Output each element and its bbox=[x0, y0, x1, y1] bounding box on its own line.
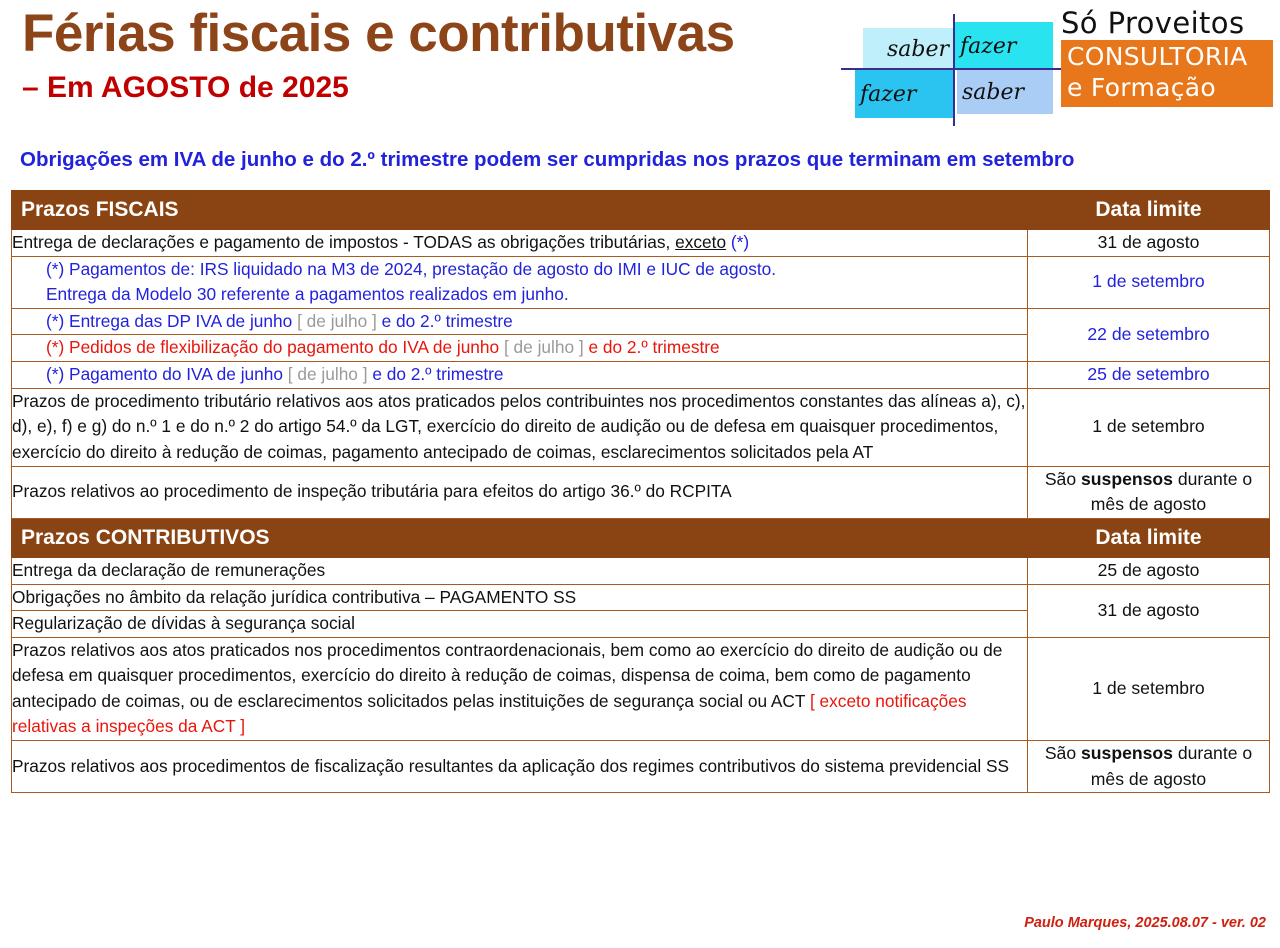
logo-quadrant-bottom-right: saber bbox=[957, 70, 1053, 114]
contributive-section-header-row bbox=[12, 518, 1270, 557]
contributive-row23-date: 31 de agosto bbox=[1028, 584, 1270, 637]
fiscal-header-date-label: Data limite bbox=[1028, 191, 1270, 230]
fiscal-row7-date-part2: durante o mês de agosto bbox=[1090, 468, 1253, 515]
table-row bbox=[12, 637, 1270, 740]
fiscal-row2-line1: (*) Pagamentos de: IRS liquidado na M3 de 2024, prestação de agosto do IMI e IUC de agosto. bbox=[46, 258, 777, 279]
table-row bbox=[12, 256, 1270, 308]
table-row bbox=[12, 466, 1270, 518]
fiscal-row34-date: 22 de setembro bbox=[1028, 308, 1270, 361]
contributive-row5-date bbox=[1028, 741, 1270, 793]
page-subtitle: – Em AGOSTO de 2025 bbox=[22, 71, 349, 105]
fiscal-row7-desc: Prazos relativos ao procedimento de inspeção tributária para efeitos do artigo 36.º do RCPITA bbox=[12, 466, 1028, 518]
company-logo bbox=[855, 8, 1275, 136]
fiscal-row4-desc bbox=[12, 335, 1028, 362]
fiscal-row5-part1: (*) Pagamento do IVA de junho bbox=[46, 364, 288, 385]
fiscal-row2-date: 1 de setembro bbox=[1028, 256, 1270, 308]
fiscal-row4-part2: e do 2.º trimestre bbox=[583, 337, 720, 358]
page-title: Férias fiscais e contributivas bbox=[22, 4, 735, 63]
fiscal-row7-date-part1: São bbox=[1044, 468, 1082, 489]
contributive-row5-date-suspensos: suspensos bbox=[1081, 743, 1173, 764]
fiscal-row6-date: 1 de setembro bbox=[1028, 388, 1270, 466]
contributive-header-label: Prazos CONTRIBUTIVOS bbox=[12, 518, 1028, 557]
fiscal-row1-desc bbox=[12, 230, 1028, 257]
fiscal-row3-julho: [ de julho ] bbox=[297, 310, 377, 331]
notice-banner: Obrigações em IVA de junho e do 2.º trimestre podem ser cumpridas nos prazos que terminam em setembro bbox=[20, 148, 1075, 171]
logo-mark-icon bbox=[855, 22, 1030, 115]
table-row bbox=[12, 741, 1270, 793]
deadlines-table bbox=[11, 190, 1270, 793]
table-row bbox=[12, 557, 1270, 584]
fiscal-row5-date: 25 de setembro bbox=[1028, 362, 1270, 389]
contributive-row2-desc: Obrigações no âmbito da relação jurídica contributiva – PAGAMENTO SS bbox=[12, 584, 1028, 611]
fiscal-row7-date-suspensos: suspensos bbox=[1081, 468, 1173, 489]
contributive-row1-desc: Entrega da declaração de remunerações bbox=[12, 557, 1028, 584]
fiscal-row7-date bbox=[1028, 466, 1270, 518]
fiscal-row2-desc bbox=[12, 256, 1028, 308]
fiscal-row5-julho: [ de julho ] bbox=[287, 364, 368, 385]
contributive-row4-date: 1 de setembro bbox=[1028, 637, 1270, 740]
contributive-row5-desc: Prazos relativos aos procedimentos de fiscalização resultantes da aplicação dos regimes contributivos do sistema previdencial SS bbox=[12, 741, 1028, 793]
fiscal-row5-desc bbox=[12, 362, 1028, 389]
fiscal-row4-part1: (*) Pedidos de flexibilização do pagamento do IVA de junho bbox=[46, 337, 504, 358]
contributive-row5-date-part1: São bbox=[1044, 743, 1082, 764]
fiscal-row1-asterisk: (*) bbox=[726, 232, 750, 253]
contributive-row1-date: 25 de agosto bbox=[1028, 557, 1270, 584]
table-row bbox=[12, 230, 1270, 257]
title-block bbox=[22, 6, 735, 105]
fiscal-row2-line2: Entrega da Modelo 30 referente a pagamentos realizados em junho. bbox=[46, 284, 569, 305]
fiscal-section-header-row bbox=[12, 191, 1270, 230]
contributive-row4-main: Prazos relativos aos atos praticados nos procedimentos contraordenacionais, bem como ao exercício do direito de audição ou de defesa em quaisquer procedimentos, exercício do direito à redução de coimas, dispensa de coima, bem como de pagamento antecipado de coimas, ou de esclarecimentos solicitados pelas instituições de segurança social ou ACT bbox=[12, 639, 1003, 711]
company-name: Só Proveitos bbox=[1061, 6, 1245, 40]
contributive-row5-date-part2: durante o mês de agosto bbox=[1090, 743, 1253, 789]
fiscal-row3-part1: (*) Entrega das DP IVA de junho bbox=[46, 310, 298, 331]
company-tagline bbox=[1061, 40, 1273, 107]
contributive-row4-desc bbox=[12, 637, 1028, 740]
logo-quadrant-bottom-left: fazer bbox=[855, 70, 955, 118]
fiscal-row1-exceto: exceto bbox=[675, 232, 727, 253]
logo-text-block bbox=[1061, 8, 1273, 107]
logo-quadrant-top-right: fazer bbox=[955, 22, 1053, 70]
fiscal-row3-part2: e do 2.º trimestre bbox=[376, 310, 513, 331]
table-row bbox=[12, 362, 1270, 389]
table-row bbox=[12, 308, 1270, 335]
fiscal-row4-julho: [ de julho ] bbox=[503, 337, 584, 358]
table-row bbox=[12, 388, 1270, 466]
fiscal-header-label: Prazos FISCAIS bbox=[12, 191, 1028, 230]
fiscal-row3-desc bbox=[12, 308, 1028, 335]
company-tagline-line1: CONSULTORIA bbox=[1067, 42, 1248, 72]
footer-credit: Paulo Marques, 2025.08.07 - ver. 02 bbox=[1024, 915, 1266, 931]
logo-cross-horizontal-icon bbox=[841, 68, 1071, 70]
fiscal-row1-date: 31 de agosto bbox=[1028, 230, 1270, 257]
contributive-row3-desc: Regularização de dívidas à segurança social bbox=[12, 611, 1028, 638]
table-row bbox=[12, 584, 1270, 611]
logo-cross-vertical-icon bbox=[953, 14, 955, 126]
company-tagline-line2: e Formação bbox=[1067, 72, 1216, 102]
page-header bbox=[0, 0, 1280, 148]
logo-quadrant-top-left: saber bbox=[863, 28, 953, 70]
fiscal-row5-part2: e do 2.º trimestre bbox=[367, 364, 504, 385]
contributive-header-date-label: Data limite bbox=[1028, 518, 1270, 557]
fiscal-row1-desc-text: Entrega de declarações e pagamento de impostos - TODAS as obrigações tributárias, bbox=[12, 232, 676, 253]
contributive-row4-exception: [ exceto notificações relativas a inspeções da ACT ] bbox=[12, 690, 967, 737]
fiscal-row6-desc: Prazos de procedimento tributário relativos aos atos praticados pelos contribuintes nos procedimentos constantes das alíneas a), c), d), e), f) e g) do n.º 1 e do n.º 2 do artigo 54.º da LGT, exercício do direito de audição ou de defesa em quaisquer procedimentos, exercício do direito à redução de coimas, pagamento antecipado de coimas, esclarecimentos solicitados pela AT bbox=[12, 388, 1028, 466]
